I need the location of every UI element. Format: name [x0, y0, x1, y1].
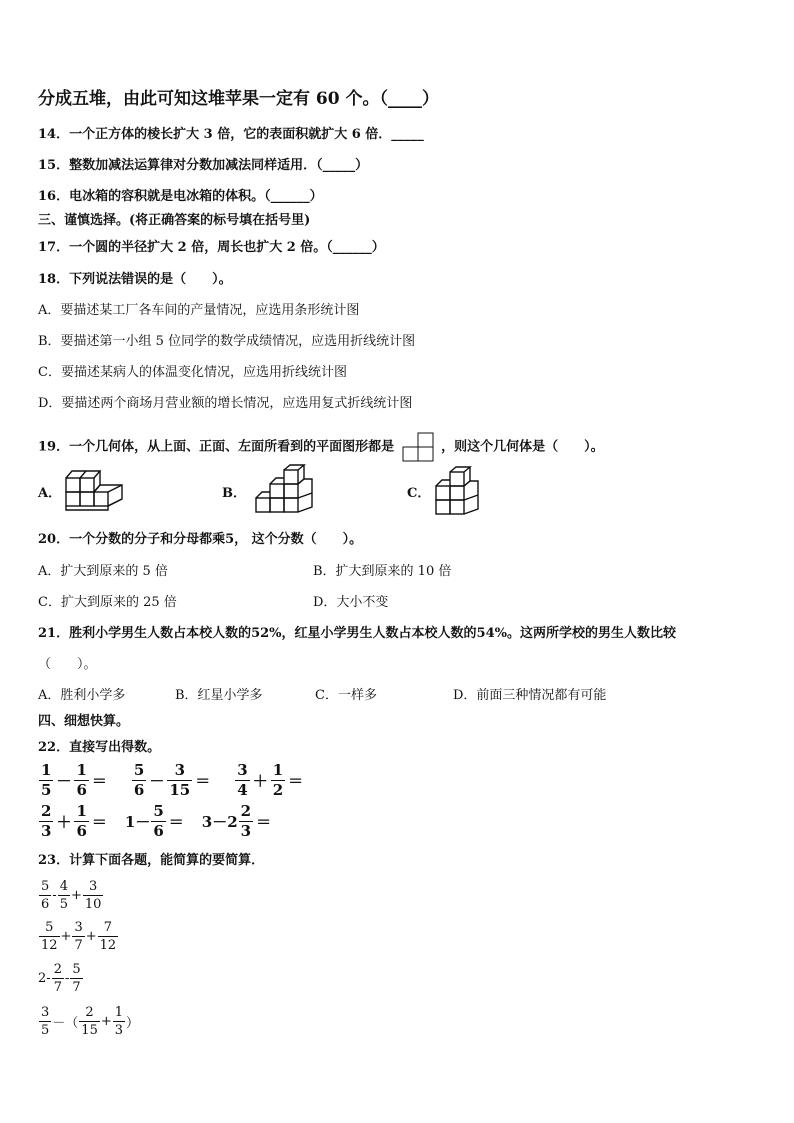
- question-18-option-b: B．要描述第一小组 5 位同学的数学成绩情况，应选用折线统计图: [38, 334, 416, 349]
- q22-row-1: $\frac{1}{5}$ － $\frac{1}{6}$ ＝ $\frac{5}{6}$ － $\frac{3}{15}$ ＝ $\frac{3}{4}$ ＋ $\frac{1}{2}$ ＝: [41, 761, 304, 799]
- fraction: $\frac{2}{3}$: [41, 802, 52, 840]
- question-23: 23．计算下面各题，能简算的要简算．: [38, 853, 265, 868]
- fraction: $\frac{3}{4}$: [237, 761, 248, 799]
- fraction: $\frac{1}{6}$: [76, 761, 87, 799]
- question-17: 17．一个圆的半径扩大 2 倍，周长也扩大 2 倍。（______）: [38, 240, 385, 255]
- question-21-option-d: D．前面三种情况都有可能: [453, 688, 607, 703]
- fraction: $\frac{1}{5}$: [41, 761, 52, 799]
- fraction: $\frac{2}{3}$: [240, 802, 252, 840]
- question-15: 15．整数加减法运算律对分数加减法同样适用．（_____）: [38, 158, 369, 173]
- carryover-line: 分成五堆，由此可知这堆苹果一定有 60 个。（____）: [38, 89, 439, 109]
- fraction: $\frac{5}{6}$: [153, 802, 164, 840]
- question-21-option-c: C．一样多: [315, 688, 377, 703]
- question-18-option-c: C．要描述某病人的体温变化情况，应选用折线统计图: [38, 365, 347, 380]
- q23-expression-2: $\frac{5}{12}$ + $\frac{3}{7}$ + $\frac{7}{12}$: [41, 920, 117, 953]
- question-19-option-a-label: A．: [38, 486, 62, 501]
- cube-figure-a: [64, 466, 128, 516]
- question-20-option-d: D．大小不变: [313, 595, 389, 610]
- question-19-text-end: ，则这个几何体是（ ）。: [441, 439, 604, 455]
- question-20: 20．一个分数的分子和分母都乘5， 这个分数（ ）。: [38, 532, 363, 547]
- section-3-heading: 三、谨慎选择。(将正确答案的标号填在括号里): [38, 213, 311, 228]
- question-21: 21．胜利小学男生人数占本校人数的52%，红星小学男生人数占本校人数的54%。这两所学校的男生人数比较: [38, 626, 676, 641]
- question-18: 18．下列说法错误的是（ ）。: [38, 272, 232, 287]
- fraction: $\frac{1}{2}$: [272, 761, 284, 799]
- question-20-option-c: C．扩大到原来的 25 倍: [38, 595, 177, 610]
- q23-expression-4: $\frac{3}{5}$ －（ $\frac{2}{15}$ + $\frac{1}{3}$ ）: [41, 1005, 140, 1038]
- q22-row-2: $\frac{2}{3}$ ＋ $\frac{1}{6}$ ＝ 1－ $\frac{5}{6}$ ＝ 3－2 $\frac{2}{3}$ ＝: [41, 802, 272, 840]
- cube-figure-b: [254, 464, 320, 518]
- question-14: 14．一个正方体的棱长扩大 3 倍，它的表面积就扩大 6 倍．_____: [38, 127, 424, 142]
- question-19-option-b-label: B．: [222, 486, 246, 501]
- section-4-heading: 四、细想快算。: [38, 714, 130, 729]
- question-18-option-d: D．要描述两个商场月营业额的增长情况，应选用复式折线统计图: [38, 396, 413, 411]
- question-19: [38, 432, 604, 462]
- question-20-option-b: B．扩大到原来的 10 倍: [313, 564, 452, 579]
- fraction: $\frac{1}{6}$: [76, 802, 87, 840]
- question-21-option-b: B．红星小学多: [175, 688, 263, 703]
- view-shape-icon: [401, 432, 435, 462]
- fraction: $\frac{5}{6}$: [133, 761, 145, 799]
- question-22: 22．直接写出得数。: [38, 740, 161, 755]
- question-20-option-a: A．扩大到原来的 5 倍: [38, 564, 168, 579]
- q23-expression-1: $\frac{5}{6}$ - $\frac{4}{5}$ + $\frac{3}{10}$: [41, 879, 102, 912]
- fraction: $\frac{3}{15}$: [169, 761, 191, 799]
- q23-expression-3: 2 - $\frac{2}{7}$ - $\frac{5}{7}$: [38, 962, 81, 995]
- question-21-option-a: A．胜利小学多: [38, 688, 126, 703]
- question-18-option-a: A．要描述某工厂各车间的产量情况，应选用条形统计图: [38, 303, 360, 318]
- question-19-option-c-label: C．: [407, 486, 431, 501]
- question-21-blank: （ ）。: [38, 657, 97, 672]
- question-19-text: 19．一个几何体，从上面、正面、左面所看到的平面图形都是: [38, 439, 395, 455]
- question-16: 16．电冰箱的容积就是电冰箱的体积。（______）: [38, 189, 323, 204]
- cube-figure-c: [434, 466, 484, 518]
